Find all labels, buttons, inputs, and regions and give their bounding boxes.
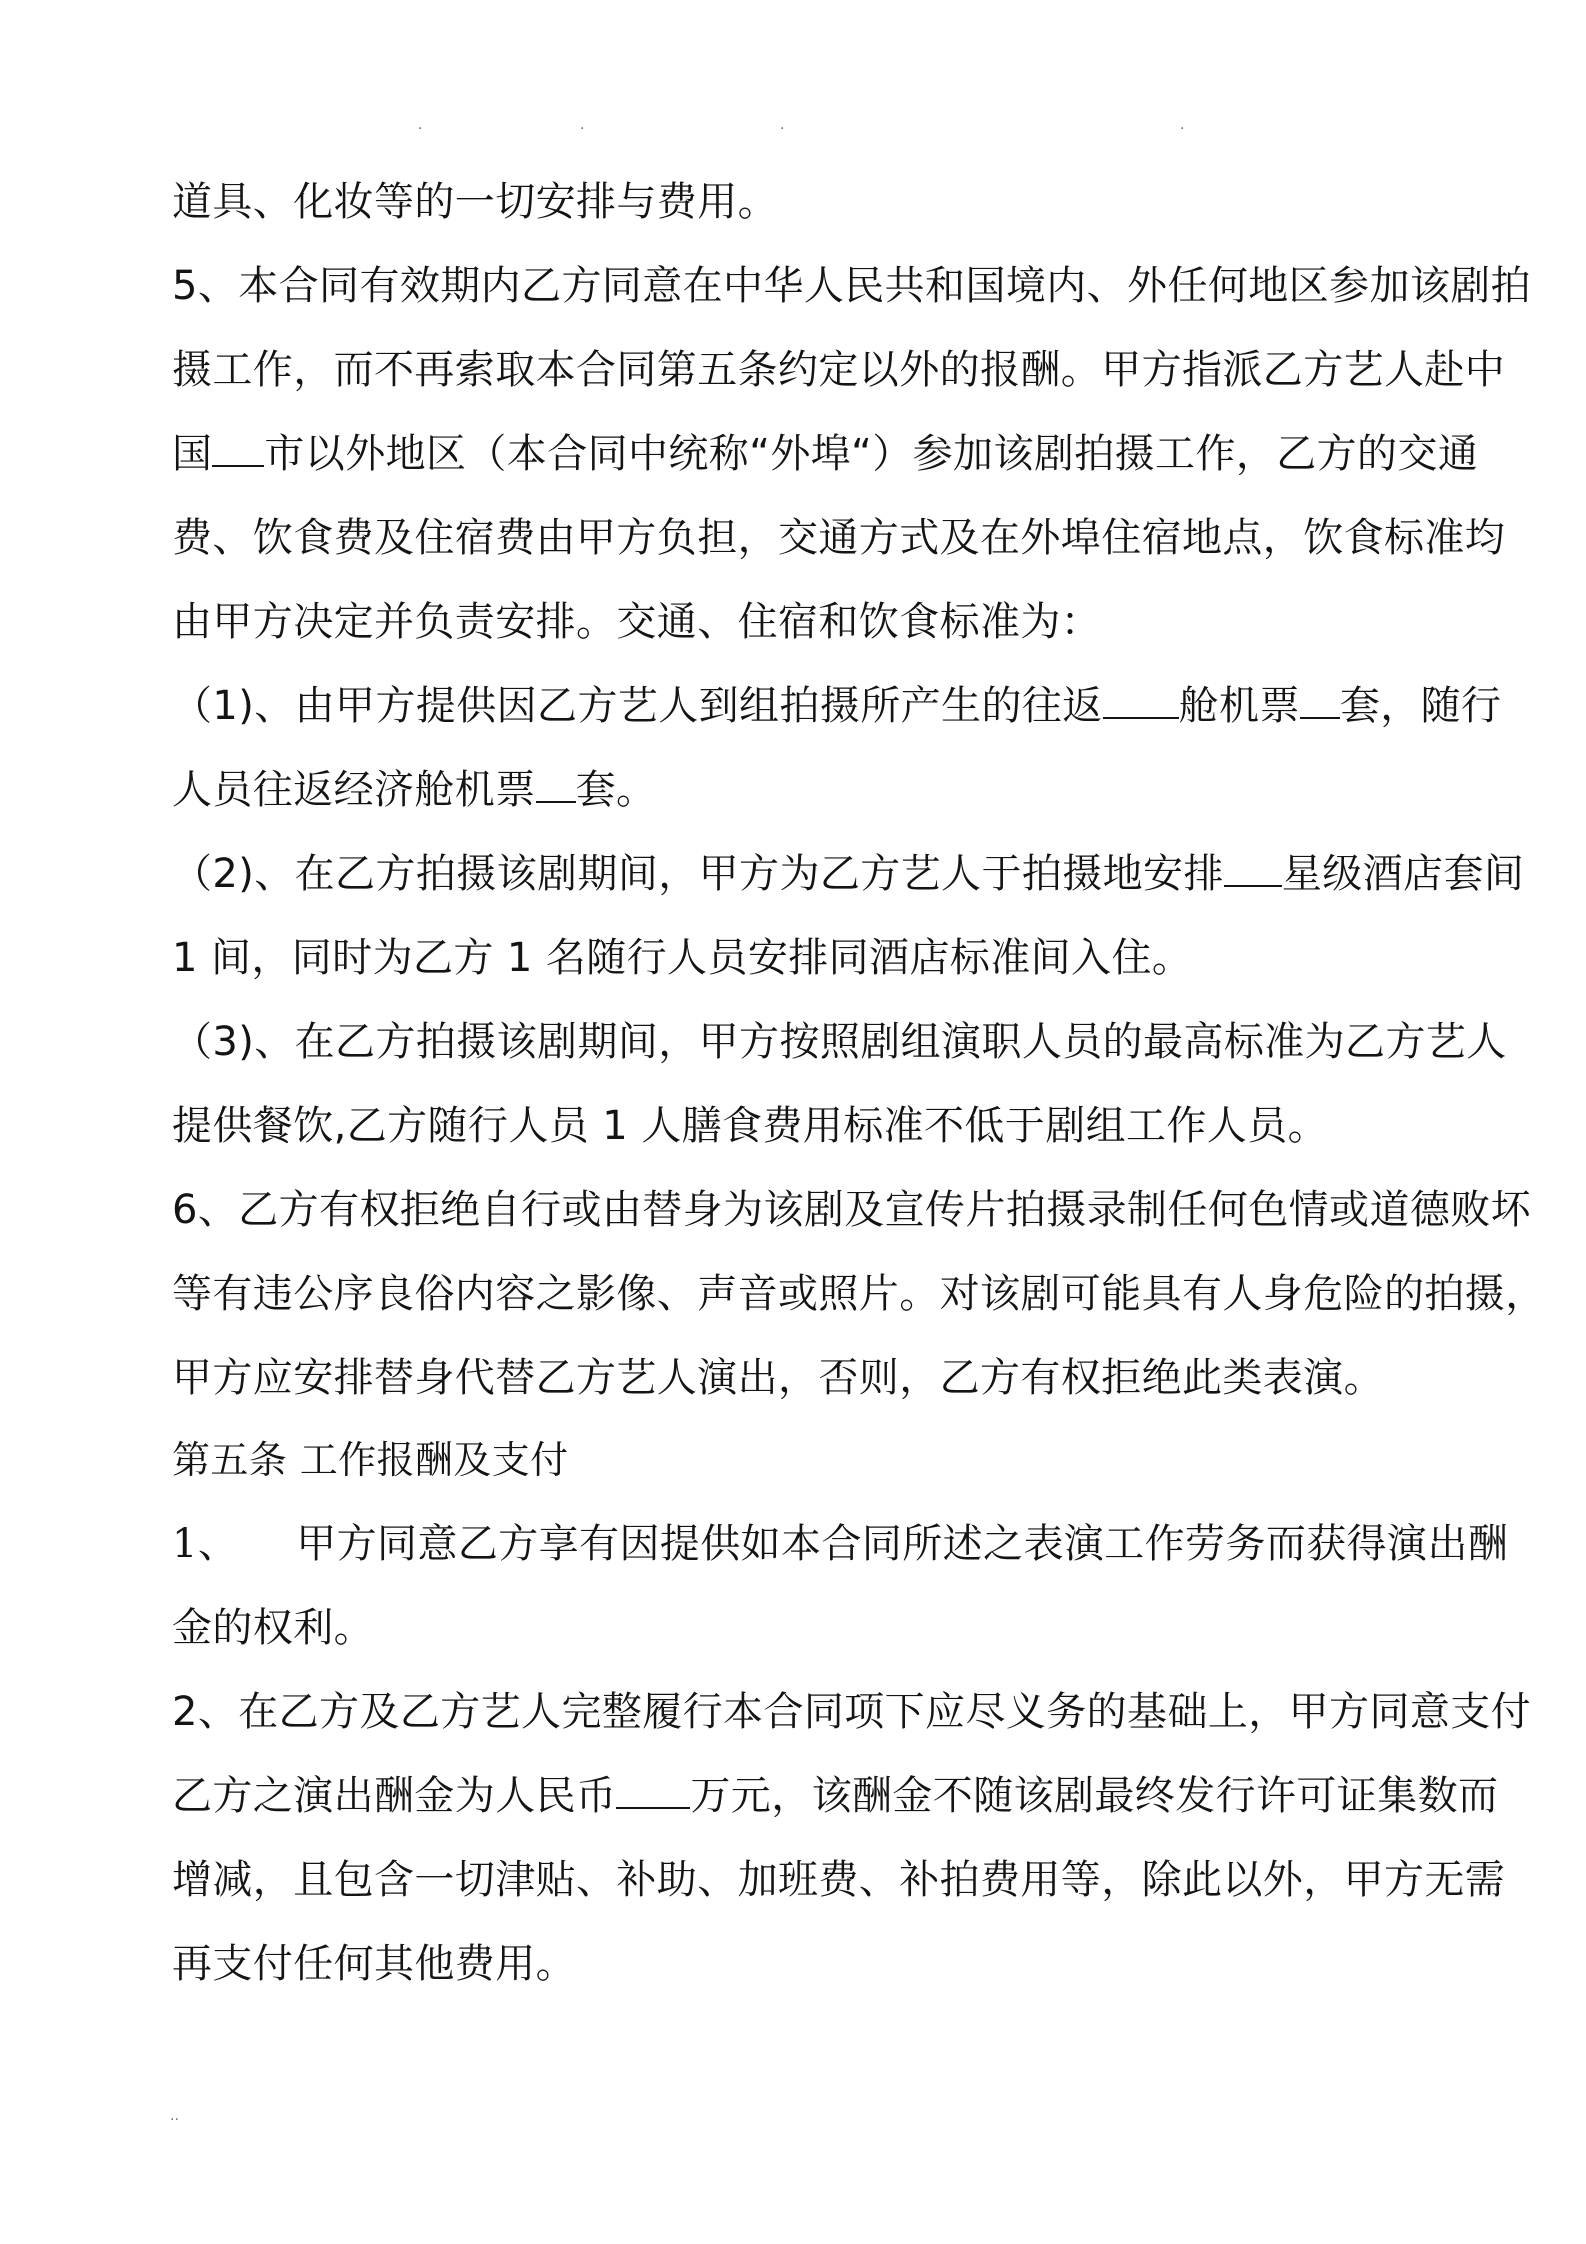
fill-blank — [212, 431, 264, 467]
text-segment: 乙方之演出酬金为人民币 — [172, 1773, 617, 1819]
text-segment: 市以外地区（本合同中统称“外埠“）参加该剧拍摄工作，乙方的交通 — [264, 431, 1479, 477]
text-line: 6、乙方有权拒绝自行或由替身为该剧及宣传片拍摄录制任何色情或道德败坏 — [172, 1187, 1532, 1233]
text-segment: 人员往返经济舱机票 — [172, 767, 536, 813]
fill-blank — [1224, 851, 1282, 887]
text-line: 由甲方决定并负责安排。交通、住宿和饮食标准为： — [172, 599, 1102, 645]
text-line — [172, 682, 1501, 730]
text-segment: 甲方同意乙方享有因提供如本合同所述之表演工作劳务而获得演出酬 — [296, 1521, 1509, 1567]
text-segment: 万元，该酬金不随该剧最终发行许可证集数而 — [690, 1773, 1499, 1819]
footer-mark: .. — [170, 2108, 179, 2124]
fill-blank — [1300, 683, 1340, 719]
text-line: 甲方应安排替身代替乙方艺人演出，否则，乙方有权拒绝此类表演。 — [172, 1355, 1384, 1401]
section-heading — [172, 1436, 569, 1484]
section-title: 工作报酬及支付 — [299, 1438, 569, 1482]
header-mark: . — [418, 117, 423, 133]
text-line: 道具、化妆等的一切安排与费用。 — [172, 179, 778, 225]
text-line: 再支付任何其他费用。 — [172, 1941, 576, 1987]
text-line: 金的权利。 — [172, 1605, 374, 1651]
header-mark: . — [1180, 117, 1185, 133]
text-line: 1 间，同时为乙方 1 名随行人员安排同酒店标准间入住。 — [172, 935, 1193, 981]
header-mark: . — [580, 117, 585, 133]
text-line — [172, 850, 1524, 898]
text-line — [172, 1772, 1498, 1820]
text-line: 等有违公序良俗内容之影像、声音或照片。对该剧可能具有人身危险的拍摄， — [172, 1271, 1546, 1317]
text-line — [172, 1520, 1508, 1568]
text-line: 2、在乙方及乙方艺人完整履行本合同项下应尽义务的基础上，甲方同意支付 — [172, 1689, 1532, 1735]
text-line: （3)、在乙方拍摄该剧期间，甲方按照剧组演职人员的最高标准为乙方艺人 — [172, 1019, 1507, 1065]
item-number: 1、 — [172, 1521, 239, 1567]
text-segment: （2)、在乙方拍摄该剧期间，甲方为乙方艺人于拍摄地安排 — [172, 851, 1224, 897]
text-line: 提供餐饮,乙方随行人员 1 人膳食费用标准不低于剧组工作人员。 — [172, 1103, 1328, 1149]
text-segment: 舱机票 — [1178, 683, 1300, 729]
header-mark: . — [780, 117, 785, 133]
text-line: 5、本合同有效期内乙方同意在中华人民共和国境内、外任何地区参加该剧拍 — [172, 263, 1532, 309]
text-segment: 星级酒店套间 — [1281, 851, 1525, 897]
text-line: 摄工作，而不再索取本合同第五条约定以外的报酬。甲方指派乙方艺人赴中 — [172, 347, 1506, 393]
text-line: 增减，且包含一切津贴、补助、加班费、补拍费用等，除此以外，甲方无需 — [172, 1857, 1506, 1903]
text-segment: 套，随行 — [1339, 683, 1502, 729]
header-marks — [0, 118, 1586, 138]
fill-blank — [536, 767, 576, 803]
text-segment: 套。 — [575, 767, 657, 813]
section-number: 第五条 — [172, 1438, 288, 1482]
fill-blank — [616, 1773, 690, 1809]
text-segment: 国 — [172, 431, 213, 477]
fill-blank — [1103, 683, 1179, 719]
text-line — [172, 766, 656, 814]
text-segment: （1)、由甲方提供因乙方艺人到组拍摄所产生的往返 — [172, 683, 1103, 729]
text-line: 费、饮食费及住宿费由甲方负担，交通方式及在外埠住宿地点，饮食标准均 — [172, 515, 1506, 561]
text-line — [172, 430, 1478, 478]
